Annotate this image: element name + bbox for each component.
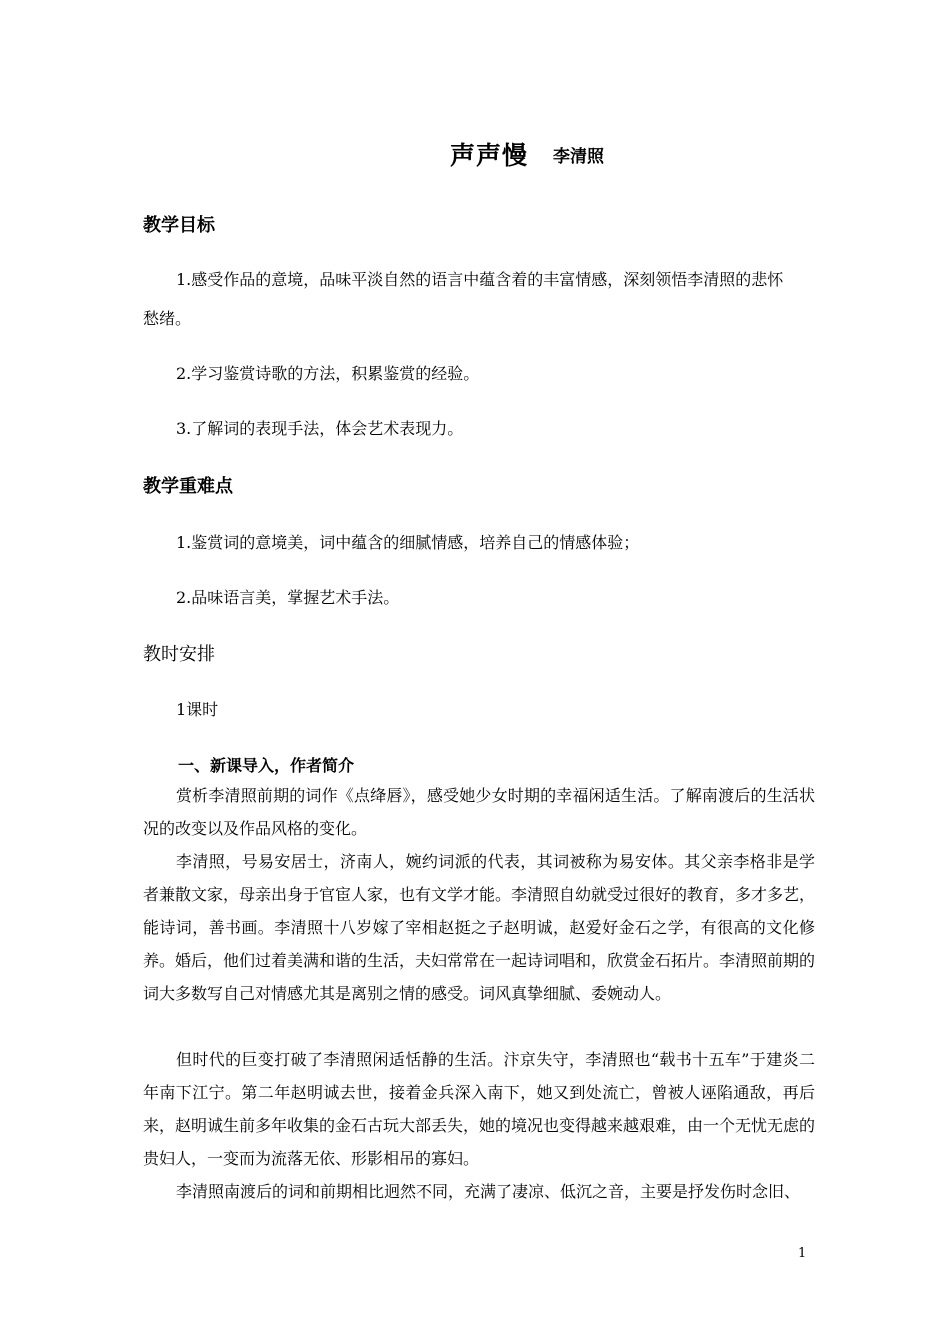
paragraph-later-style: 李清照南渡后的词和前期相比迥然不同，充满了凄凉、低沉之音，主要是抒发伤时念旧、 bbox=[176, 1182, 801, 1201]
page-number: 1 bbox=[798, 1246, 807, 1261]
paragraph-intro: 赏析李清照前期的词作《点绛唇》，感受她少女时期的幸福闲适生活。了解南渡后的生活状况的改变以及作品风格的变化。 bbox=[143, 786, 815, 838]
goal-item-3: 3.了解词的表现手法，体会艺术表现力。 bbox=[176, 419, 464, 438]
author-name: 李清照 bbox=[553, 147, 604, 167]
goal-item-1: 1.感受作品的意境，品味平淡自然的语言中蕴含着的丰富情感，深刻领悟李清照的悲怀 bbox=[176, 270, 784, 289]
section-heading-goals: 教学目标 bbox=[143, 215, 215, 236]
section-heading-key-points: 教学重难点 bbox=[143, 476, 233, 497]
goal-item-2: 2.学习鉴赏诗歌的方法，积累鉴赏的经验。 bbox=[176, 364, 480, 383]
section-heading-schedule: 教时安排 bbox=[143, 644, 215, 665]
key-point-item-2: 2.品味语言美，掌握艺术手法。 bbox=[176, 588, 400, 607]
paragraph-turning-point: 但时代的巨变打破了李清照闲适恬静的生活。汴京失守，李清照也“载书十五车”于建炎二年南下江宁。第二年赵明诚去世，接着金兵深入南下，她又到处流亡，曾被人诬陷通敌，再后来，赵明诚生前多年收集的金石古玩大部丢失，她的境况也变得越来越艰难，由一个无忧无虑的贵妇人，一变而为流落无依、形影相吊的寡妇。 bbox=[143, 1050, 816, 1168]
schedule-value: 1课时 bbox=[176, 700, 219, 719]
document-title: 声声慢 bbox=[450, 141, 529, 170]
part-one-heading: 一、新课导入，作者简介 bbox=[178, 756, 355, 775]
goal-item-1-continued: 愁绪。 bbox=[143, 309, 192, 328]
paragraph-biography: 李清照，号易安居士，济南人，婉约词派的代表，其词被称为易安体。其父亲李格非是学者兼散文家，母亲出身于官宦人家，也有文学才能。李清照自幼就受过很好的教育，多才多艺，能诗词，善书画。李清照十八岁嫁了宰相赵挺之子赵明诚，赵爱好金石之学，有很高的文化修养。婚后，他们过着美满和谐的生活，夫妇常常在一起诗词唱和，欣赏金石拓片。李清照前期的词大多数写自己对情感尤其是离别之情的感受。词风真挚细腻、委婉动人。 bbox=[143, 852, 816, 1003]
key-point-item-1: 1.鉴赏词的意境美，词中蕴含的细腻情感，培养自己的情感体验； bbox=[176, 533, 640, 552]
